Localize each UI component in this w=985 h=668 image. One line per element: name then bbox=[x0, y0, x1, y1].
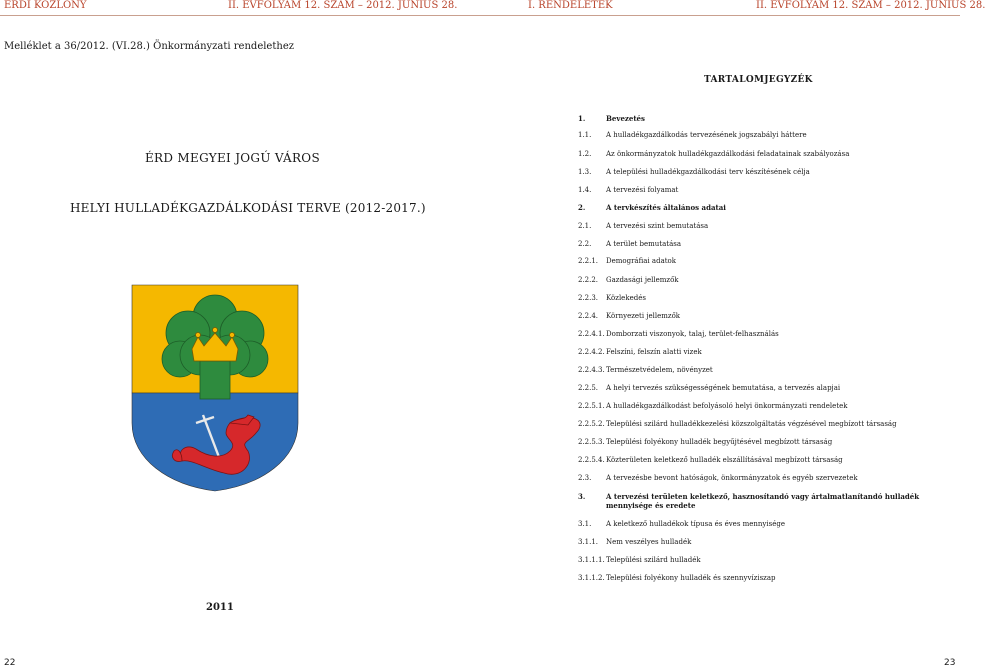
toc-entry-text: Települési szilárd hulladékkezelési közszolgáltatás végzésével megbízott társaság bbox=[606, 420, 897, 428]
toc-entry-number: 2.2.2. bbox=[578, 276, 599, 284]
toc-entry-number: 2.2.5.3. bbox=[578, 438, 605, 446]
toc-entry-text: Demográfiai adatok bbox=[606, 257, 677, 265]
toc-entry-text: Gazdasági jellemzők bbox=[606, 276, 679, 284]
toc-entry-number: 1. bbox=[578, 114, 586, 123]
toc-entry-text: Települési szilárd hulladék bbox=[606, 556, 701, 564]
annex-title: Melléklet a 36/2012. (VI.28.) Önkormányzati rendelethez bbox=[4, 41, 294, 52]
toc-entry-number: 3. bbox=[578, 492, 586, 501]
toc-entry-number: 2.2.3. bbox=[578, 294, 599, 302]
shield-blue-field bbox=[132, 393, 298, 491]
toc-entry-text: Az önkormányzatok hulladékgazdálkodási feladatainak szabályozása bbox=[606, 150, 850, 158]
toc-entry-number: 2.2.5.4. bbox=[578, 456, 605, 464]
toc-entry-number: 1.4. bbox=[578, 186, 592, 194]
page-number-right: 23 bbox=[944, 658, 956, 668]
page-number-left: 22 bbox=[4, 658, 16, 668]
toc-entry-number: 2.2.4. bbox=[578, 312, 599, 320]
toc-entry-text: Természetvédelem, növényzet bbox=[606, 366, 713, 374]
toc-entry-text: Nem veszélyes hulladék bbox=[606, 538, 692, 546]
plan-title: HELYI HULLADÉKGAZDÁLKODÁSI TERVE (2012-2017.) bbox=[70, 201, 426, 215]
coat-of-arms-crest bbox=[130, 283, 300, 493]
toc-entry-number: 1.1. bbox=[578, 131, 592, 139]
toc-entry-text: Települési folyékony hulladék és szennyvíziszap bbox=[606, 574, 776, 582]
header-divider bbox=[0, 15, 960, 16]
toc-entry-number: 2.3. bbox=[578, 474, 592, 482]
toc-entry-number: 3.1.1. bbox=[578, 538, 599, 546]
city-name: ÉRD MEGYEI JOGÚ VÁROS bbox=[145, 151, 320, 165]
issue-info-left: II. ÉVFOLYAM 12. SZÁM – 2012. JÚNIUS 28. bbox=[228, 0, 458, 11]
toc-entry-number: 1.3. bbox=[578, 168, 592, 176]
toc-entry-text: Környezeti jellemzők bbox=[606, 312, 681, 320]
toc-entry-number: 2.2.4.2. bbox=[578, 348, 605, 356]
toc-entry-text: Bevezetés bbox=[606, 114, 645, 123]
toc-entry-text: A tervkészítés általános adatai bbox=[606, 203, 726, 212]
crown-icon bbox=[192, 328, 238, 362]
publication-year: 2011 bbox=[206, 602, 234, 613]
section-title: I. RENDELETEK bbox=[528, 0, 613, 11]
toc-entry-text: Felszíni, felszín alatti vizek bbox=[606, 348, 702, 356]
toc-entry-text: A helyi tervezés szükségességének bemutatása, a tervezés alapjai bbox=[606, 384, 841, 392]
journal-title: ÉRDI KÖZLÖNY bbox=[4, 0, 87, 11]
toc-entry-text: A keletkező hulladékok típusa és éves mennyisége bbox=[606, 520, 785, 528]
issue-info-right: II. ÉVFOLYAM 12. SZÁM – 2012. JÚNIUS 28. bbox=[756, 0, 985, 11]
toc-title: TARTALOMJEGYZÉK bbox=[704, 75, 813, 85]
toc-entry-text: A tervezésbe bevont hatóságok, önkormányzatok és egyéb szervezetek bbox=[606, 474, 858, 482]
toc-entry-number: 2.2. bbox=[578, 240, 592, 248]
toc-entry-text: Közlekedés bbox=[606, 294, 646, 302]
toc-entry-number: 2.2.5.1. bbox=[578, 402, 605, 410]
toc-entry-text: A települési hulladékgazdálkodási terv készítésének célja bbox=[606, 168, 810, 176]
toc-entry-number: 2.1. bbox=[578, 222, 592, 230]
toc-entry-text: A hulladékgazdálkodást befolyásoló helyi önkormányzati rendeletek bbox=[606, 402, 848, 410]
toc-entry-number: 2.2.5. bbox=[578, 384, 599, 392]
toc-entry-number: 3.1. bbox=[578, 520, 592, 528]
toc-entry-number: 2. bbox=[578, 203, 586, 212]
toc-entry-text: A tervezési folyamat bbox=[606, 186, 679, 194]
page-header bbox=[0, 0, 985, 12]
toc-entry-number: 1.2. bbox=[578, 150, 592, 158]
toc-entry-number: 2.2.4.1. bbox=[578, 330, 605, 338]
toc-entry-number: 2.2.4.3. bbox=[578, 366, 605, 374]
toc-entry-text: Domborzati viszonyok, talaj, terület-felhasználás bbox=[606, 330, 779, 338]
toc-entry-number: 3.1.1.2. bbox=[578, 574, 605, 582]
toc-entry-number: 3.1.1.1. bbox=[578, 556, 605, 564]
toc-entry-text: A hulladékgazdálkodás tervezésének jogszabályi háttere bbox=[606, 131, 807, 139]
toc-entry-text: Települési folyékony hulladék begyűjtésével megbízott társaság bbox=[606, 438, 833, 446]
toc-entry-text: A terület bemutatása bbox=[606, 240, 682, 248]
toc-entry-text: Közterületen keletkező hulladék elszállításával megbízott társaság bbox=[606, 456, 843, 464]
toc-entry-number: 2.2.5.2. bbox=[578, 420, 605, 428]
toc-entry-text: A tervezési területen keletkező, hasznosítandó vagy ártalmatlanítandó hulladék mennyisége és eredete bbox=[606, 492, 920, 510]
toc-entry-text: A tervezési szint bemutatása bbox=[606, 222, 709, 230]
toc-entry-number: 2.2.1. bbox=[578, 257, 599, 265]
